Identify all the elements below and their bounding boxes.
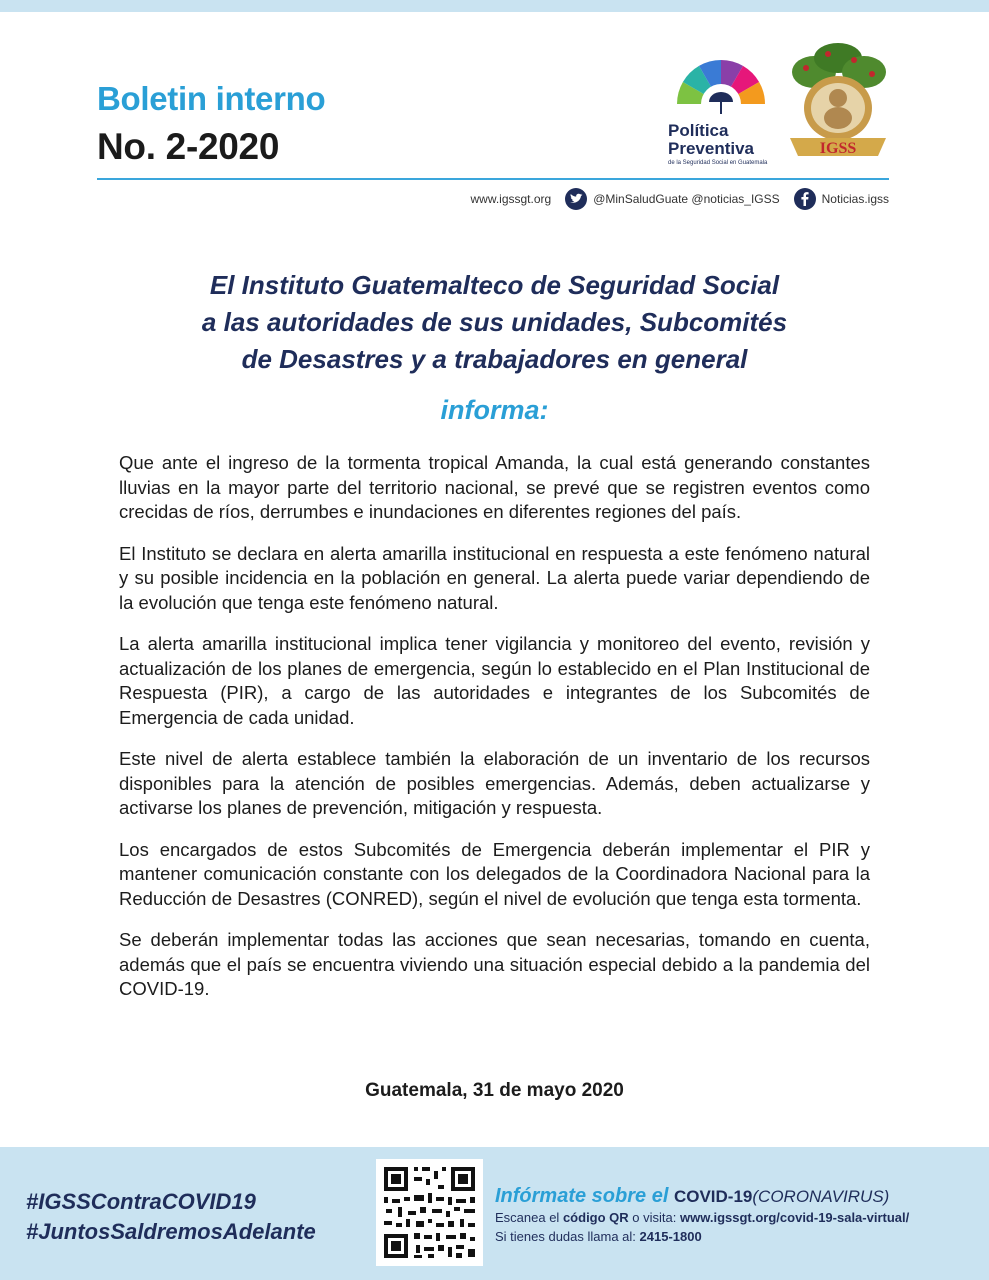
hashtags [26,1187,316,1247]
paragraph-3: La alerta amarilla institucional implica tener vigilancia y monitoreo del evento, revisión y actualización de los planes de emergencia, según lo establecido en el Plan Institucional de Respuesta (PIR), a cargo de las autoridades e integrantes de los Subcomités de Emergencia de cada unidad. [119,633,870,728]
phone-prefix: Si tienes dudas llama al: [495,1229,636,1244]
svg-text:Preventiva: Preventiva [668,139,754,158]
scan-qr-label: código QR [562,1210,629,1225]
svg-text:de la Seguridad Social en Guat: de la Seguridad Social en Guatemala [668,160,768,166]
info-title [495,1185,909,1208]
facebook-page[interactable]: Noticias.igss [821,192,889,206]
social-links-bar [470,188,889,210]
paragraph-5: Los encargados de estos Subcomités de Emergencia deberán implementar el PIR y mantener comunicación constante con los delegados de la Coordinadora Nacional para la Reducción de Desastres (CONRED), según el nivel de evolución que tenga esta tormenta. [119,838,870,909]
website-link[interactable]: www.igssgt.org [470,192,552,206]
bulletin-number: No. 2-2020 [97,126,280,167]
info-covid: COVID-19 [673,1187,753,1206]
header-divider [97,178,889,180]
politica-preventiva-logo [664,56,774,168]
covid-info-block [495,1185,909,1246]
scan-mid: o visita: [632,1210,677,1225]
informa-label: informa: [440,395,549,425]
bulletin-body [119,451,870,1019]
hashtag-juntos-saldremos: #JuntosSaldremosAdelante [26,1219,316,1244]
svg-text:IGSS: IGSS [819,140,857,157]
svg-text:Política: Política [668,121,729,140]
scan-prefix: Escanea el [495,1210,560,1225]
paragraph-2: El Instituto se declara en alerta amarilla institucional en respuesta a este fenómeno natural y su posible incidencia en la población en general. La alerta puede variar dependiendo de la evolución que tenga este fenómeno natural. [119,542,870,613]
igss-seal-logo [784,40,892,168]
paragraph-4: Este nivel de alerta establece también la elaboración de un inventario de los recursos disponibles para la atención de posibles emergencias. Además, deben actualizarse y activarse los planes de prevención, mitigación y respuesta. [119,748,870,818]
bulletin-title: Boletin interno [97,80,326,117]
info-title-text: Infórmate sobre el [495,1185,669,1207]
facebook-icon[interactable] [794,188,816,210]
phone-number[interactable]: 2415-1800 [639,1229,702,1244]
qr-code-icon[interactable] [376,1159,483,1266]
twitter-handles[interactable]: @MinSaludGuate @noticias_IGSS [593,192,780,206]
phone-line [495,1227,909,1246]
footer-band [0,1147,989,1280]
heading-line-1: El Instituto Guatemalteco de Seguridad Social [209,270,780,300]
top-color-strip [0,0,989,12]
announcement-heading [100,267,889,378]
heading-line-3: de Desastres y a trabajadores en general [241,344,748,374]
hashtag-igss-contra-covid: #IGSSContraCOVID19 [26,1189,256,1214]
heading-line-2: a las autoridades de sus unidades, Subcomités [201,307,788,337]
twitter-icon[interactable] [565,188,587,210]
paragraph-1: Que ante el ingreso de la tormenta tropical Amanda, la cual está generando constantes lluvias en la mayor parte del territorio nacional, se prevé que se registren eventos como crecidas de ríos, derrumbes e inundaciones en diferentes regiones del país. [119,452,870,522]
paragraph-6: Se deberán implementar todas las acciones que sean necesarias, tomando en cuenta, además que el país se encuentra viviendo una situación especial debido a la pandemia del COVID-19. [119,929,870,999]
scan-instructions [495,1208,909,1227]
info-coronavirus: (CORONAVIRUS) [752,1187,890,1206]
covid-virtual-room-link[interactable]: www.igssgt.org/covid-19-sala-virtual/ [680,1210,910,1225]
dateline: Guatemala, 31 de mayo 2020 [365,1080,624,1101]
